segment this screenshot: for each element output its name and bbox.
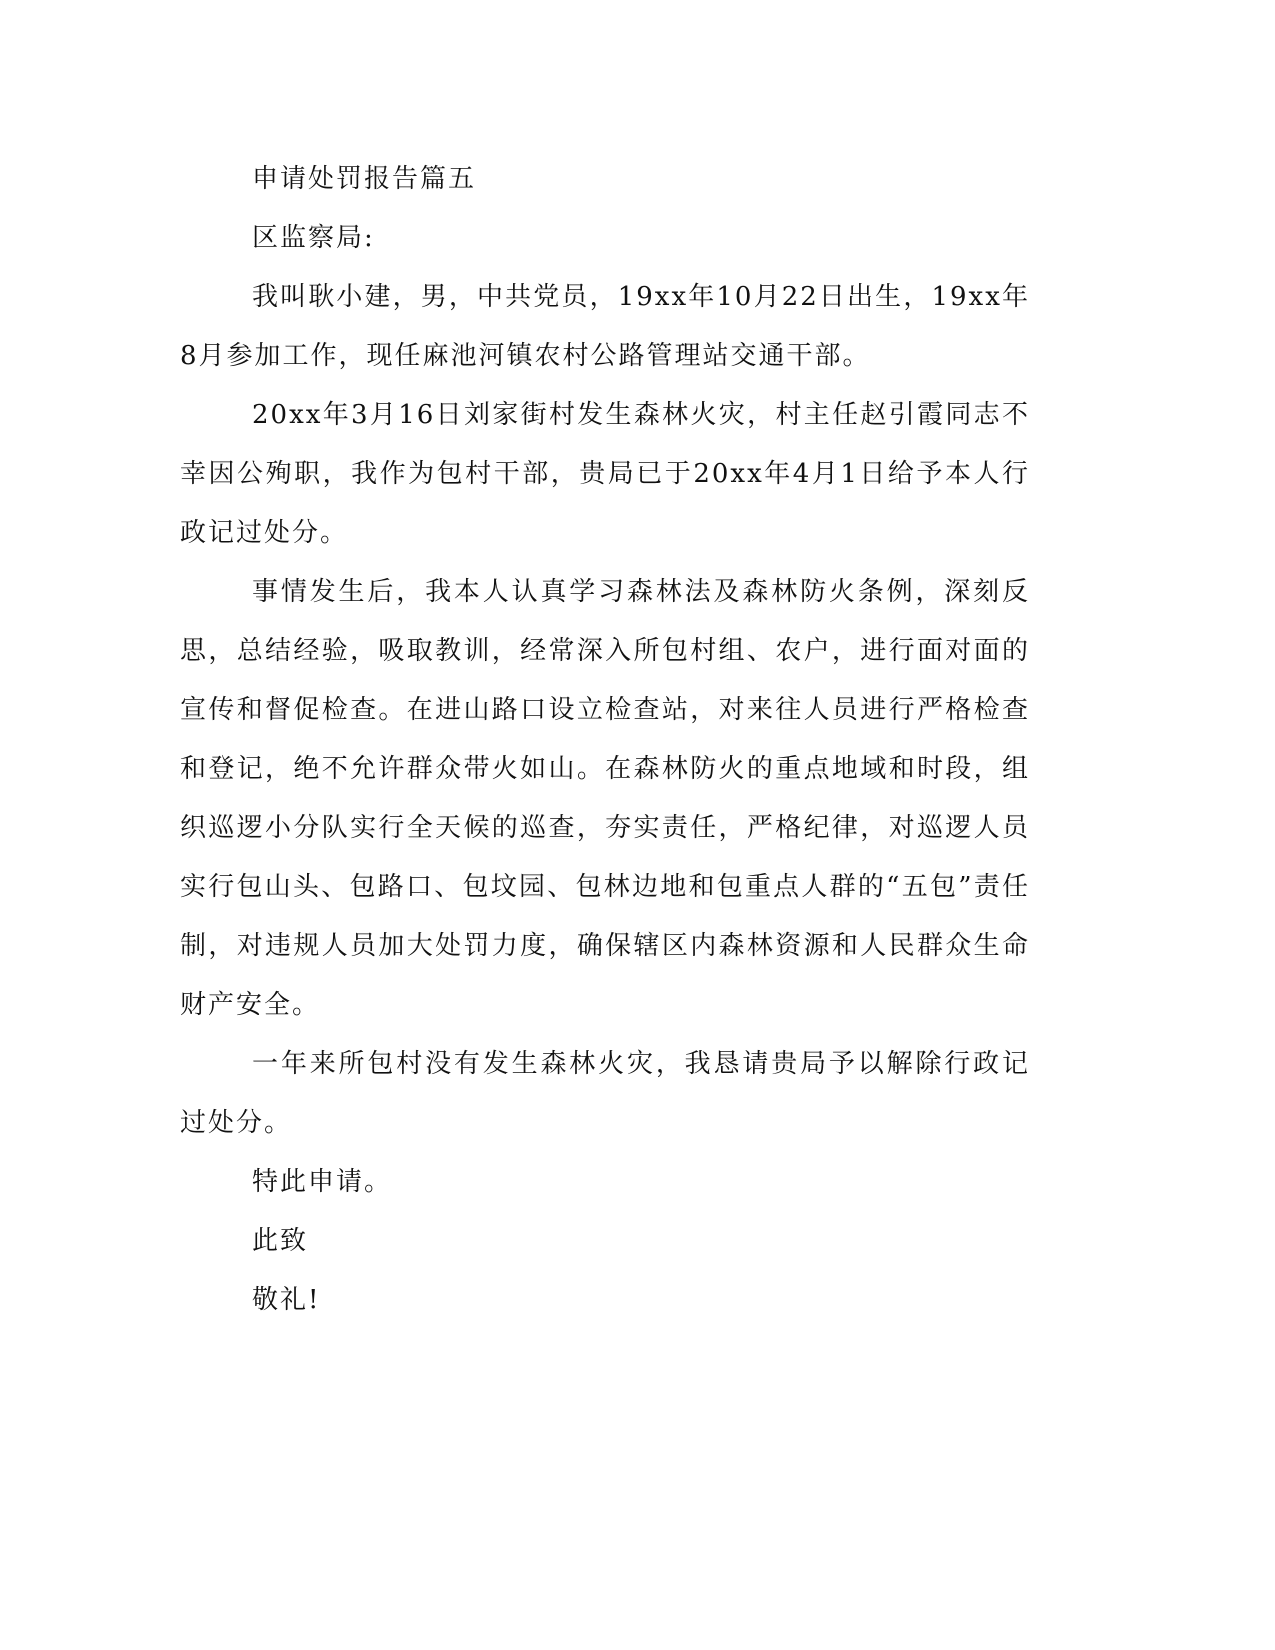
paragraph-incident: 20xx年3月16日刘家街村发生森林火灾，村主任赵引霞同志不幸因公殉职，我作为包村干部，贵局已于20xx年4月1日给予本人行政记过处分。 bbox=[180, 400, 1030, 548]
document-title: 申请处罚报告篇五 bbox=[252, 164, 477, 194]
closing-salute: 此致 bbox=[252, 1226, 309, 1256]
paragraph-request: 一年来所包村没有发生森林火灾，我恳请贵局予以解除行政记过处分。 bbox=[180, 1049, 1030, 1138]
document-body bbox=[180, 150, 1030, 1330]
closing-respect: 敬礼! bbox=[252, 1285, 321, 1315]
closing-request: 特此申请。 bbox=[252, 1167, 393, 1197]
paragraph-actions: 事情发生后，我本人认真学习森林法及森林防火条例，深刻反思，总结经验，吸取教训，经常深入所包村组、农户，进行面对面的宣传和督促检查。在进山路口设立检查站，对来往人员进行严格检查和登记，绝不允许群众带火如山。在森林防火的重点地域和时段，组织巡逻小分队实行全天候的巡查，夯实责任，严格纪律，对巡逻人员实行包山头、包路口、包坟园、包林边地和包重点人群的“五包”责任制，对违规人员加大处罚力度，确保辖区内森林资源和人民群众生命财产安全。 bbox=[180, 577, 1030, 1020]
paragraph-personal-info: 我叫耿小建，男，中共党员，19xx年10月22日出生，19xx年8月参加工作，现任麻池河镇农村公路管理站交通干部。 bbox=[180, 282, 1030, 371]
recipient-line: 区监察局: bbox=[252, 223, 375, 253]
